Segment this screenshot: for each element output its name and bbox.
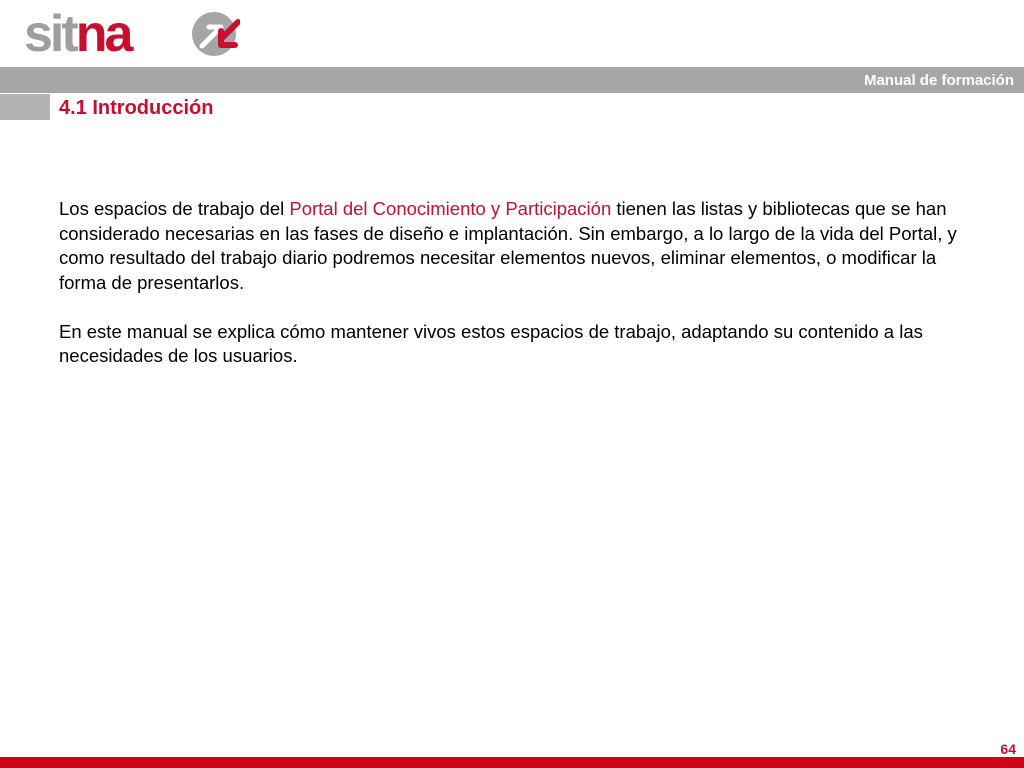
crossing-arrows-icon — [192, 12, 238, 56]
document-label: Manual de formación — [863, 72, 1014, 89]
paragraph-1-start: Los espacios de trabajo del — [59, 198, 290, 219]
paragraph-2: En este manual se explica cómo mantener vivos estos espacios de trabajo, adaptando su contenido a las necesidades de los usuarios. — [59, 320, 923, 366]
svg-text:sitna: sitna — [24, 8, 131, 58]
body-text — [59, 197, 959, 393]
header-bar — [0, 67, 1024, 93]
sitna-logo — [24, 8, 240, 58]
paragraph-1-rest: tienen las listas y bibliotecas que se han considerado necesarias en las fases de diseño e implantación. Sin embargo, a lo largo de la vida del Portal, y como resultado del trabajo diario podremos necesitar elementos nuevos, eliminar elementos, o modificar la forma de presentarlos. — [59, 198, 957, 293]
paragraph-1 — [59, 197, 959, 295]
footer-bar — [0, 757, 1024, 768]
portal-name-highlight: Portal del Conocimiento y Participación — [289, 198, 612, 219]
page-number: 64 — [1000, 741, 1016, 757]
title-marker-block — [0, 94, 50, 120]
section-title: 4.1 Introducción — [59, 97, 214, 119]
